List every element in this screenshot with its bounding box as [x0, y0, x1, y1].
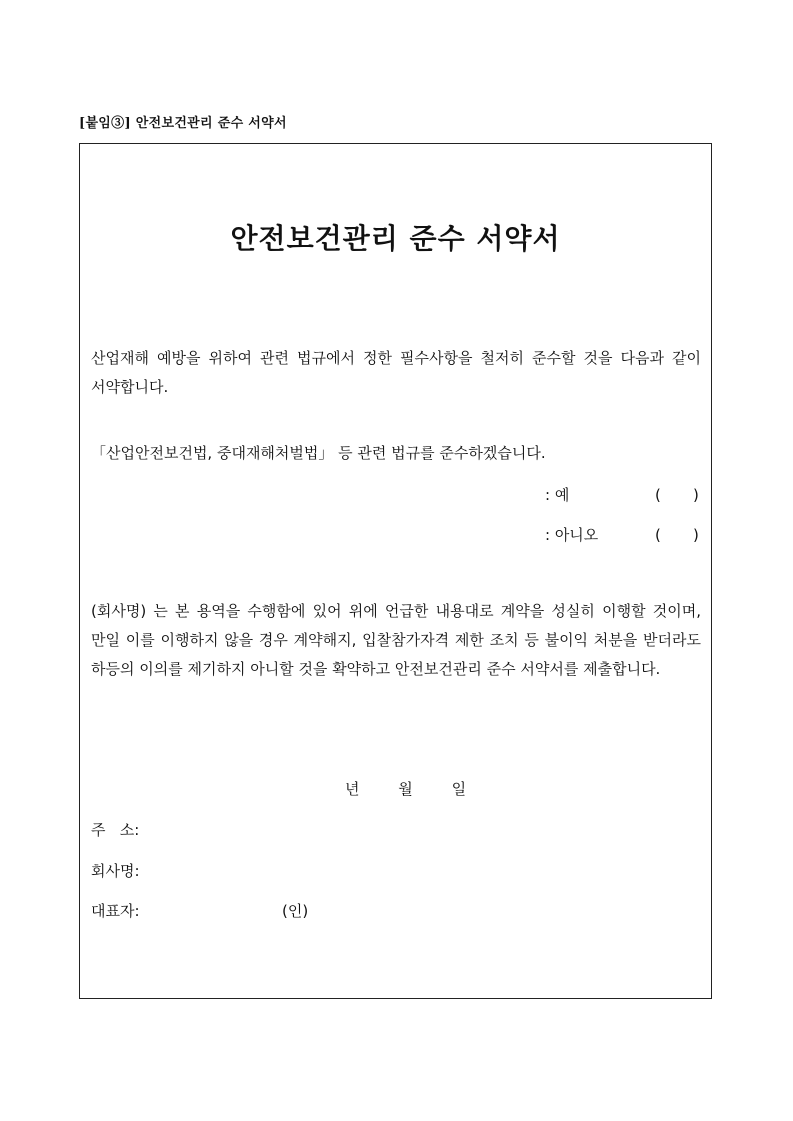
open-paren: (: [655, 486, 661, 504]
close-paren: ): [693, 486, 699, 504]
attachment-header: [붙임③] 안전보건관리 준수 서약서: [79, 116, 287, 131]
seal-mark: (인): [282, 902, 309, 920]
option-no-checkbox[interactable]: [655, 520, 701, 550]
close-paren: ): [693, 526, 699, 544]
option-yes-row: [545, 480, 699, 510]
date-day-field[interactable]: 일: [451, 780, 467, 798]
pledge-document-frame: [79, 143, 712, 999]
document-title: 안전보건관리 준수 서약서: [230, 222, 561, 255]
date-line: [345, 774, 466, 804]
pledge-paragraph: (회사명) 는 본 용역을 수행함에 있어 위에 언급한 내용대로 계약을 성실히 이행할 것이며, 만일 이를 이행하지 않을 경우 계약해지, 입찰참가자격 제한 조치 등 불이익 처분을 받더라도 하등의 이의를 제기하지 아니할 것을 확약하고 안전보건관리 준수 서약서를 제출합니다.: [91, 602, 701, 678]
date-year-field[interactable]: 년: [345, 780, 360, 798]
representative-field[interactable]: 대표자:: [91, 902, 140, 920]
address-field[interactable]: 주 소:: [91, 821, 140, 839]
date-month-field[interactable]: 월: [398, 780, 413, 798]
option-yes-checkbox[interactable]: [655, 480, 701, 510]
law-compliance-statement: 「산업안전보건법, 중대재해처벌법」 등 관련 법규를 준수하겠습니다.: [91, 444, 546, 462]
option-no-label: : 아니오: [545, 526, 599, 544]
open-paren: (: [655, 526, 661, 544]
option-yes-label: : 예: [545, 486, 570, 504]
option-no-row: [545, 520, 699, 550]
company-name-field[interactable]: 회사명:: [91, 862, 140, 880]
intro-paragraph: 산업재해 예방을 위하여 관련 법규에서 정한 필수사항을 철저히 준수할 것을 다음과 같이 서약합니다.: [91, 349, 701, 396]
